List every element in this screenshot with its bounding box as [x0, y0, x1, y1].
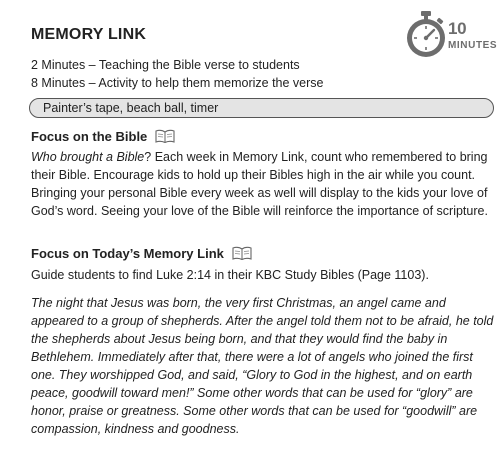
timeline-item-1: 2 Minutes – Teaching the Bible verse to students	[31, 58, 300, 72]
timer-number: 10	[448, 19, 467, 38]
timer-unit: MINUTES	[448, 40, 498, 51]
timer-badge	[404, 8, 496, 64]
timeline-item-2: 8 Minutes – Activity to help them memorize the verse	[31, 76, 324, 90]
story-paragraph: The night that Jesus was born, the very first Christmas, an angel came and appeared to a group of shepherds. After the angel told them not to be afraid, he told the shepherds about Jesus being born, and that they would find the baby in Bethlehem. Immediately after that, there were a lot of angels who joined the first one. They worshipped God, and said, “Glory to God in the highest, and on earth peace, goodwill toward men!” Some other words that can be used for “glory” are honor, praise or greatness. Some other words that can be used for “goodwill” are compassion, kindness and goodness.	[31, 296, 494, 436]
open-book-icon	[232, 246, 252, 260]
supplies-text: Painter’s tape, beach ball, timer	[43, 101, 219, 115]
supplies-box	[29, 98, 494, 118]
focus-bible-body: ? Each week in Memory Link, count who remembered to bring their Bible. Encourage kids to hold up their Bibles high in the air while you count. Bringing your personal Bible every week as well will display to the kids your love of God’s word. Seeing your love of the Bible will reinforce the importance of scripture.	[31, 150, 488, 218]
section-title: MEMORY LINK	[31, 26, 147, 43]
focus-bible-heading-text: Focus on the Bible	[31, 129, 148, 144]
focus-bible-lead: Who brought a Bible	[31, 150, 145, 164]
stopwatch-icon	[404, 10, 448, 60]
open-book-icon	[155, 129, 175, 143]
focus-bible-paragraph	[31, 148, 493, 220]
focus-bible-heading	[31, 129, 175, 144]
focus-memory-heading	[31, 246, 252, 261]
focus-memory-paragraph: Guide students to find Luke 2:14 in their KBC Study Bibles (Page 1103).	[31, 268, 429, 282]
focus-memory-heading-text: Focus on Today’s Memory Link	[31, 246, 224, 261]
